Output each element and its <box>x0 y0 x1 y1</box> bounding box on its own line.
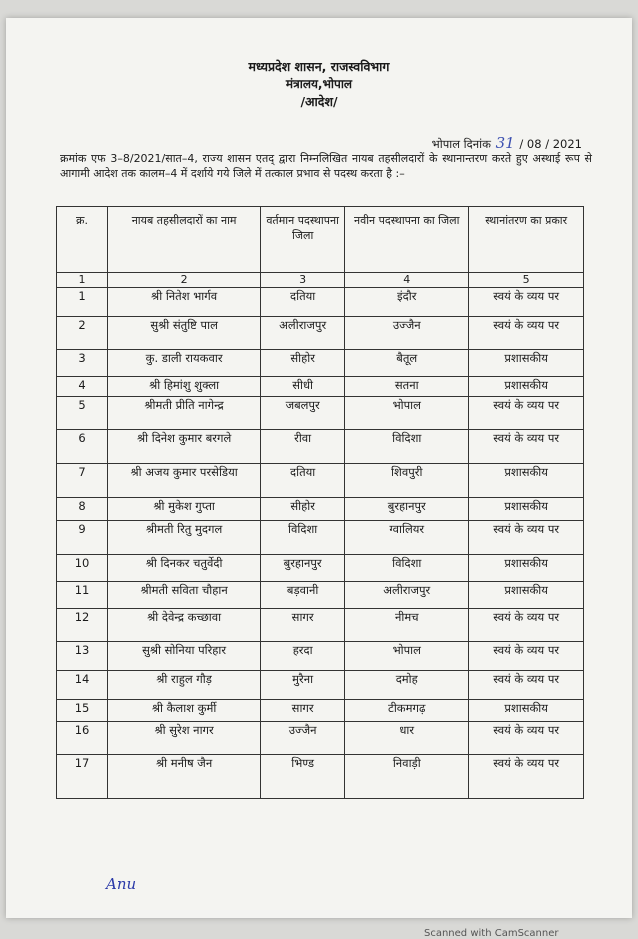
serial-cell: 14 <box>57 671 108 700</box>
new-district-cell: इंदौर <box>345 288 469 317</box>
serial-cell: 6 <box>57 430 108 464</box>
current-district-cell: सीहोर <box>261 350 345 377</box>
name-cell: श्रीमती प्रीति नागेन्द्र <box>108 397 261 430</box>
current-district-cell: भिण्ड <box>261 755 345 799</box>
transfer-type-cell: स्वयं के व्यय पर <box>469 288 584 317</box>
new-district-cell: भोपाल <box>345 397 469 430</box>
table-row <box>57 397 584 430</box>
column-number: 1 <box>57 273 108 288</box>
column-number: 4 <box>345 273 469 288</box>
transfer-type-cell: स्वयं के व्यय पर <box>469 671 584 700</box>
name-cell: श्री अजय कुमार परसेडिया <box>108 464 261 498</box>
name-cell: श्री नितेश भार्गव <box>108 288 261 317</box>
transfer-type-cell: स्वयं के व्यय पर <box>469 609 584 642</box>
current-district-cell: मुरैना <box>261 671 345 700</box>
header-new-district: नवीन पदस्थापना का जिला <box>345 207 469 273</box>
date-suffix: / 08 / 2021 <box>519 137 582 151</box>
current-district-cell: सागर <box>261 609 345 642</box>
new-district-cell: टीकमगढ़ <box>345 700 469 722</box>
table-row <box>57 317 584 350</box>
name-cell: सुश्री संतुष्टि पाल <box>108 317 261 350</box>
ministry-heading: मंत्रालय,भोपाल <box>285 77 353 91</box>
name-cell: श्री मनीष जैन <box>108 755 261 799</box>
table-row <box>57 521 584 555</box>
table-row <box>57 350 584 377</box>
new-district-cell: सतना <box>345 377 469 397</box>
serial-cell: 8 <box>57 498 108 521</box>
new-district-cell: उज्जैन <box>345 317 469 350</box>
new-district-cell: धार <box>345 722 469 755</box>
serial-cell: 5 <box>57 397 108 430</box>
order-date <box>432 134 582 152</box>
table-row <box>57 430 584 464</box>
table-row <box>57 609 584 642</box>
table-row <box>57 288 584 317</box>
column-number-row <box>57 273 584 288</box>
current-district-cell: दतिया <box>261 288 345 317</box>
new-district-cell: बैतूल <box>345 350 469 377</box>
transfer-type-cell: स्वयं के व्यय पर <box>469 397 584 430</box>
transfer-type-cell: प्रशासकीय <box>469 498 584 521</box>
serial-cell: 12 <box>57 609 108 642</box>
serial-cell: 13 <box>57 642 108 671</box>
table-row <box>57 377 584 397</box>
current-district-cell: अलीराजपुर <box>261 317 345 350</box>
date-prefix: भोपाल दिनांक <box>431 137 491 151</box>
handwritten-signature: Anu <box>106 875 137 893</box>
name-cell: श्रीमती रितु मुदगल <box>108 521 261 555</box>
name-cell: श्री हिमांशु शुक्ला <box>108 377 261 397</box>
transfer-table <box>56 206 584 799</box>
name-cell: श्री देवेन्द्र कच्छावा <box>108 609 261 642</box>
current-district-cell: सागर <box>261 700 345 722</box>
current-district-cell: रीवा <box>261 430 345 464</box>
department-heading: मध्यप्रदेश शासन, राजस्वविभाग <box>248 59 390 74</box>
column-number: 2 <box>108 273 261 288</box>
new-district-cell: भोपाल <box>345 642 469 671</box>
name-cell: श्री कैलाश कुर्मी <box>108 700 261 722</box>
new-district-cell: बुरहानपुर <box>345 498 469 521</box>
header-name: नायब तहसीलदारों का नाम <box>108 207 261 273</box>
transfer-type-cell: प्रशासकीय <box>469 582 584 609</box>
name-cell: कु. डाली रायकवार <box>108 350 261 377</box>
transfer-type-cell: स्वयं के व्यय पर <box>469 521 584 555</box>
current-district-cell: सीधी <box>261 377 345 397</box>
current-district-cell: सीहोर <box>261 498 345 521</box>
serial-cell: 3 <box>57 350 108 377</box>
transfer-type-cell: प्रशासकीय <box>469 555 584 582</box>
serial-cell: 4 <box>57 377 108 397</box>
table-row <box>57 671 584 700</box>
current-district-cell: बुरहानपुर <box>261 555 345 582</box>
serial-cell: 2 <box>57 317 108 350</box>
date-day-handwritten: 31 <box>495 134 515 152</box>
name-cell: श्री राहुल गौड़ <box>108 671 261 700</box>
serial-cell: 1 <box>57 288 108 317</box>
serial-cell: 17 <box>57 755 108 799</box>
serial-cell: 7 <box>57 464 108 498</box>
current-district-cell: बड़वानी <box>261 582 345 609</box>
new-district-cell: शिवपुरी <box>345 464 469 498</box>
scanner-watermark: Scanned with CamScanner <box>424 928 559 939</box>
name-cell: श्री दिनेश कुमार बरगले <box>108 430 261 464</box>
transfer-type-cell: प्रशासकीय <box>469 464 584 498</box>
header-transfer-type: स्थानांतरण का प्रकार <box>469 207 584 273</box>
current-district-cell: हरदा <box>261 642 345 671</box>
new-district-cell: विदिशा <box>345 430 469 464</box>
table-row <box>57 722 584 755</box>
new-district-cell: विदिशा <box>345 555 469 582</box>
current-district-cell: उज्जैन <box>261 722 345 755</box>
serial-cell: 16 <box>57 722 108 755</box>
transfer-type-cell: स्वयं के व्यय पर <box>469 317 584 350</box>
name-cell: श्री दिनकर चतुर्वेदी <box>108 555 261 582</box>
serial-cell: 15 <box>57 700 108 722</box>
transfer-type-cell: स्वयं के व्यय पर <box>469 722 584 755</box>
header-current-district: वर्तमान पदस्थापना जिला <box>261 207 345 273</box>
table-row <box>57 700 584 722</box>
transfer-type-cell: स्वयं के व्यय पर <box>469 642 584 671</box>
current-district-cell: विदिशा <box>261 521 345 555</box>
table-row <box>57 582 584 609</box>
current-district-cell: दतिया <box>261 464 345 498</box>
table-row <box>57 642 584 671</box>
name-cell: सुश्री सोनिया परिहार <box>108 642 261 671</box>
transfer-type-cell: प्रशासकीय <box>469 350 584 377</box>
document-page <box>6 18 632 939</box>
serial-cell: 10 <box>57 555 108 582</box>
transfer-type-cell: स्वयं के व्यय पर <box>469 755 584 799</box>
column-number: 3 <box>261 273 345 288</box>
table-header-row <box>57 207 584 273</box>
transfer-type-cell: प्रशासकीय <box>469 377 584 397</box>
new-district-cell: निवाड़ी <box>345 755 469 799</box>
serial-cell: 11 <box>57 582 108 609</box>
order-paragraph: क्रमांक एफ 3–8/2021/सात–4, राज्य शासन एतद् द्वारा निम्नलिखित नायब तहसीलदारों के स्थानान्तरण करते हुए अस्थाई रूप से आगामी आदेश तक कालम–4 में दर्शाये गये जिले में तत्काल प्रभाव से पदस्थ करता है :– <box>60 152 592 180</box>
new-district-cell: दमोह <box>345 671 469 700</box>
current-district-cell: जबलपुर <box>261 397 345 430</box>
column-number: 5 <box>469 273 584 288</box>
order-heading: /आदेश/ <box>300 94 338 109</box>
transfer-type-cell: प्रशासकीय <box>469 700 584 722</box>
table-row <box>57 498 584 521</box>
serial-cell: 9 <box>57 521 108 555</box>
table-row <box>57 555 584 582</box>
table-row <box>57 755 584 799</box>
name-cell: श्री मुकेश गुप्ता <box>108 498 261 521</box>
new-district-cell: ग्वालियर <box>345 521 469 555</box>
name-cell: श्री सुरेश नागर <box>108 722 261 755</box>
table-row <box>57 464 584 498</box>
header-serial: क्र. <box>57 207 108 273</box>
new-district-cell: अलीराजपुर <box>345 582 469 609</box>
new-district-cell: नीमच <box>345 609 469 642</box>
name-cell: श्रीमती सविता चौहान <box>108 582 261 609</box>
transfer-type-cell: स्वयं के व्यय पर <box>469 430 584 464</box>
